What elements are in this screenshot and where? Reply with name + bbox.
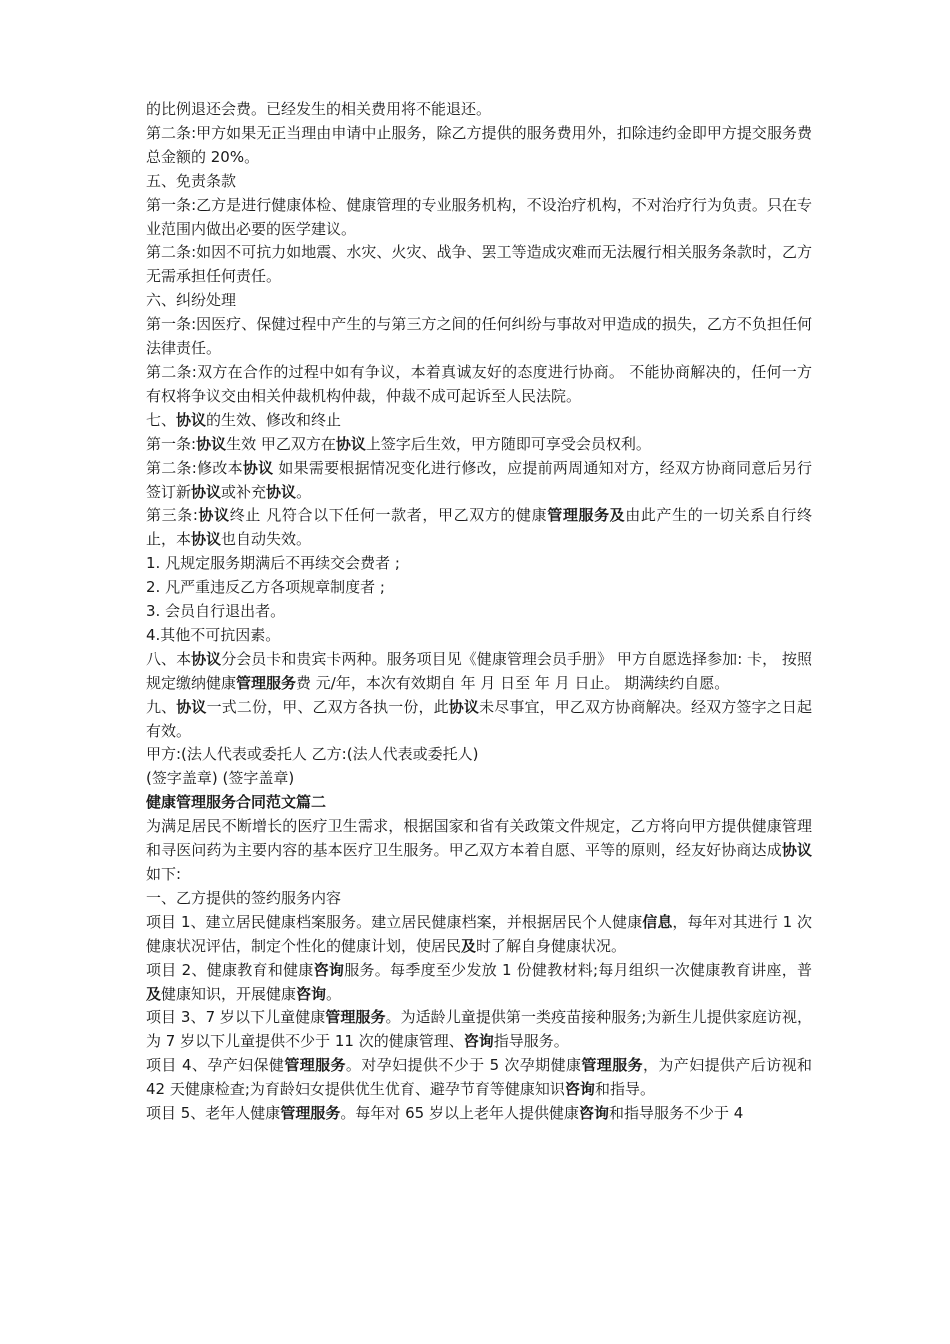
text-run: 。: [296, 482, 312, 501]
paragraph: [146, 815, 812, 887]
text-run: 或补充: [221, 482, 267, 501]
text-run: 。对孕妇提供不少于 5 次孕期健康: [345, 1056, 582, 1075]
bold-keyword: 管理服务: [325, 1008, 386, 1027]
text-run: 第二条:如因不可抗力如地震、水灾、火灾、战争、罢工等造成灾难而无法履行相关服务条款时，乙方无需承担任何责任。: [146, 243, 812, 286]
text-run: 。为适龄儿童提供第一类疫苗接种服务;为新生儿提供家庭访视，为 7 岁以下儿童提供不少于 11 次的健康管理、: [146, 1008, 813, 1051]
bold-keyword: 管理服务: [280, 1104, 341, 1123]
text-run: ，每年对其进行 1 次健康状况评估，制定个性化的健康计划，使居民: [146, 912, 812, 955]
paragraph: [146, 409, 812, 433]
text-run: 由此产生的一切关系自行终止，本: [146, 506, 812, 549]
paragraph: [146, 600, 812, 624]
paragraph: [146, 194, 812, 242]
paragraph: [146, 624, 812, 648]
bold-keyword: 协议: [781, 841, 812, 860]
text-run: 和指导服务不少于 4: [608, 1104, 744, 1123]
text-run: 4.其他不可抗因素。: [146, 625, 281, 644]
text-run: 终止 凡符合以下任何一款者，甲乙双方的健康: [229, 506, 548, 525]
text-run: 第三条:: [146, 506, 198, 525]
paragraph: [146, 887, 812, 911]
bold-keyword: 咨询: [296, 984, 327, 1003]
text-run: 未尽事宜，甲乙双方协商解决。经双方签字之日起有效。: [146, 697, 812, 740]
bold-keyword: 协议: [191, 482, 222, 501]
text-run: 1. 凡规定服务期满后不再续交会费者 ;: [146, 554, 400, 573]
text-run: 时了解自身健康状况。: [476, 936, 627, 955]
text-run: 3. 会员自行退出者。: [146, 602, 286, 621]
bold-keyword: 咨询: [578, 1104, 609, 1123]
text-run: 项目 5、老年人健康: [146, 1104, 281, 1123]
bold-keyword: 协议: [448, 697, 480, 716]
paragraph: [146, 241, 812, 289]
text-run: 项目 1、建立居民健康档案服务。建立居民健康档案，并根据居民个人健康: [146, 912, 643, 931]
paragraph: [146, 313, 812, 361]
paragraph: [146, 98, 812, 122]
text-run: 项目 4、孕产妇保健: [146, 1056, 285, 1075]
text-run: 为满足居民不断增长的医疗卫生需求，根据国家和省有关政策文件规定，乙方将向甲方提供健康管理和寻医问药为主要内容的基本医疗卫生服务。甲乙双方本着自愿、平等的原则，经友好协商达成: [146, 817, 812, 860]
text-run: 第二条:双方在合作的过程中如有争议，本着真诚友好的态度进行协商。 不能协商解决的，任何一方有权将争议交由相关仲裁机构仲裁，仲裁不成可起诉至人民法院。: [146, 362, 812, 405]
bold-keyword: 协议: [335, 434, 366, 453]
text-run: 服务。每季度至少发放 1 份健教材料;每月组织一次健康教育讲座，普: [344, 960, 812, 979]
text-run: 。: [326, 984, 342, 1003]
paragraph: [146, 696, 812, 744]
paragraph: [146, 552, 812, 576]
bold-keyword: 咨询: [463, 1032, 494, 1051]
text-run: 的生效、修改和终止: [206, 410, 342, 429]
paragraph: [146, 767, 812, 791]
text-run: 分会员卡和贵宾卡两种。服务项目见《健康管理会员手册》 甲方自愿选择参加: 卡， 按照规定缴纳健康: [146, 649, 812, 692]
paragraph: [146, 289, 812, 313]
text-run: 2. 凡严重违反乙方各项规章制度者 ;: [146, 578, 385, 597]
bold-keyword: 协议: [242, 458, 274, 477]
bold-keyword: 管理服务: [581, 1056, 643, 1075]
text-run: 第一条:乙方是进行健康体检、健康管理的专业服务机构，不设治疗机构，不对治疗行为负责。只在专业范围内做出必要的医学建议。: [146, 195, 812, 238]
text-run: 上签字后生效，甲方随即可享受会员权利。: [365, 434, 651, 453]
paragraph: [146, 911, 812, 959]
text-run: 。每年对 65 岁以上老年人提供健康: [340, 1104, 579, 1123]
text-run: ，为产妇提供产后访视和 42 天健康检查;为育龄妇女提供优生优育、避孕节育等健康知识: [146, 1056, 812, 1099]
bold-keyword: 协议: [197, 506, 230, 525]
text-run: 一、乙方提供的签约服务内容: [146, 888, 342, 907]
text-run: 九、: [146, 697, 177, 716]
paragraph: [146, 648, 812, 696]
bold-keyword: 及: [461, 936, 477, 955]
text-run: 如果需要根据情况变化进行修改，应提前两周通知对方，经双方协商同意后另行签订新: [146, 458, 812, 501]
bold-keyword: 协议: [176, 697, 207, 716]
text-run: 一式二份，甲、乙双方各执一份，此: [206, 697, 449, 716]
text-run: 七、: [146, 410, 177, 429]
paragraph: [146, 1006, 812, 1054]
text-run: 项目 3、7 岁以下儿童健康: [146, 1008, 326, 1027]
bold-keyword: 咨询: [564, 1080, 595, 1099]
paragraph: [146, 1102, 812, 1126]
paragraph: [146, 1054, 812, 1102]
bold-keyword: 管理服务及: [547, 506, 626, 525]
paragraph: [146, 457, 812, 505]
section-heading: [146, 791, 812, 815]
bold-keyword: 协议: [191, 649, 222, 668]
text-run: 第二条:甲方如果无正当理由申请中止服务，除乙方提供的服务费用外，扣除违约金即甲方提交服务费总金额的 20%。: [146, 123, 812, 166]
paragraph: [146, 576, 812, 600]
text-run: 项目 2、健康教育和健康: [146, 960, 314, 979]
bold-keyword: 管理服务: [284, 1056, 346, 1075]
text-run: 生效 甲乙双方在: [226, 434, 336, 453]
text-run: 第一条:因医疗、保健过程中产生的与第三方之间的任何纠纷与事故对甲造成的损失，乙方不负担任何法律责任。: [146, 315, 812, 358]
text-run: 甲方:(法人代表或委托人 乙方:(法人代表或委托人): [146, 745, 479, 764]
text-run: 也自动失效。: [221, 530, 312, 549]
text-run: 六、纠纷处理: [146, 291, 237, 310]
paragraph: [146, 122, 812, 170]
text-run: 五、免责条款: [146, 171, 237, 190]
text-run: 八、本: [146, 649, 192, 668]
paragraph: [146, 170, 812, 194]
bold-keyword: 协议: [191, 530, 222, 549]
text-run: 和指导。: [594, 1080, 655, 1099]
text-run: 健康管理服务合同范文篇二: [146, 793, 327, 812]
bold-keyword: 及: [146, 984, 162, 1003]
paragraph: [146, 433, 812, 457]
bold-keyword: 管理服务: [236, 673, 297, 692]
text-run: (签字盖章) (签字盖章): [146, 769, 295, 788]
text-run: 费 元/年，本次有效期自 年 月 日至 年 月 日止。 期满续约自愿。: [296, 673, 730, 692]
bold-keyword: 协议: [176, 410, 207, 429]
text-run: 指导服务。: [493, 1032, 569, 1051]
bold-keyword: 协议: [196, 434, 227, 453]
text-run: 健康知识，开展健康: [161, 984, 297, 1003]
bold-keyword: 咨询: [313, 960, 345, 979]
text-run: 第二条:修改本: [146, 458, 243, 477]
text-run: 如下:: [146, 865, 182, 883]
bold-keyword: 信息: [642, 912, 673, 931]
paragraph: [146, 959, 812, 1007]
paragraph: [146, 504, 812, 552]
text-run: 的比例退还会费。已经发生的相关费用将不能退还。: [146, 100, 492, 118]
paragraph: [146, 361, 812, 409]
text-run: 第一条:: [146, 434, 197, 453]
document-page: [146, 98, 812, 1126]
paragraph: [146, 743, 812, 767]
bold-keyword: 协议: [266, 482, 297, 501]
